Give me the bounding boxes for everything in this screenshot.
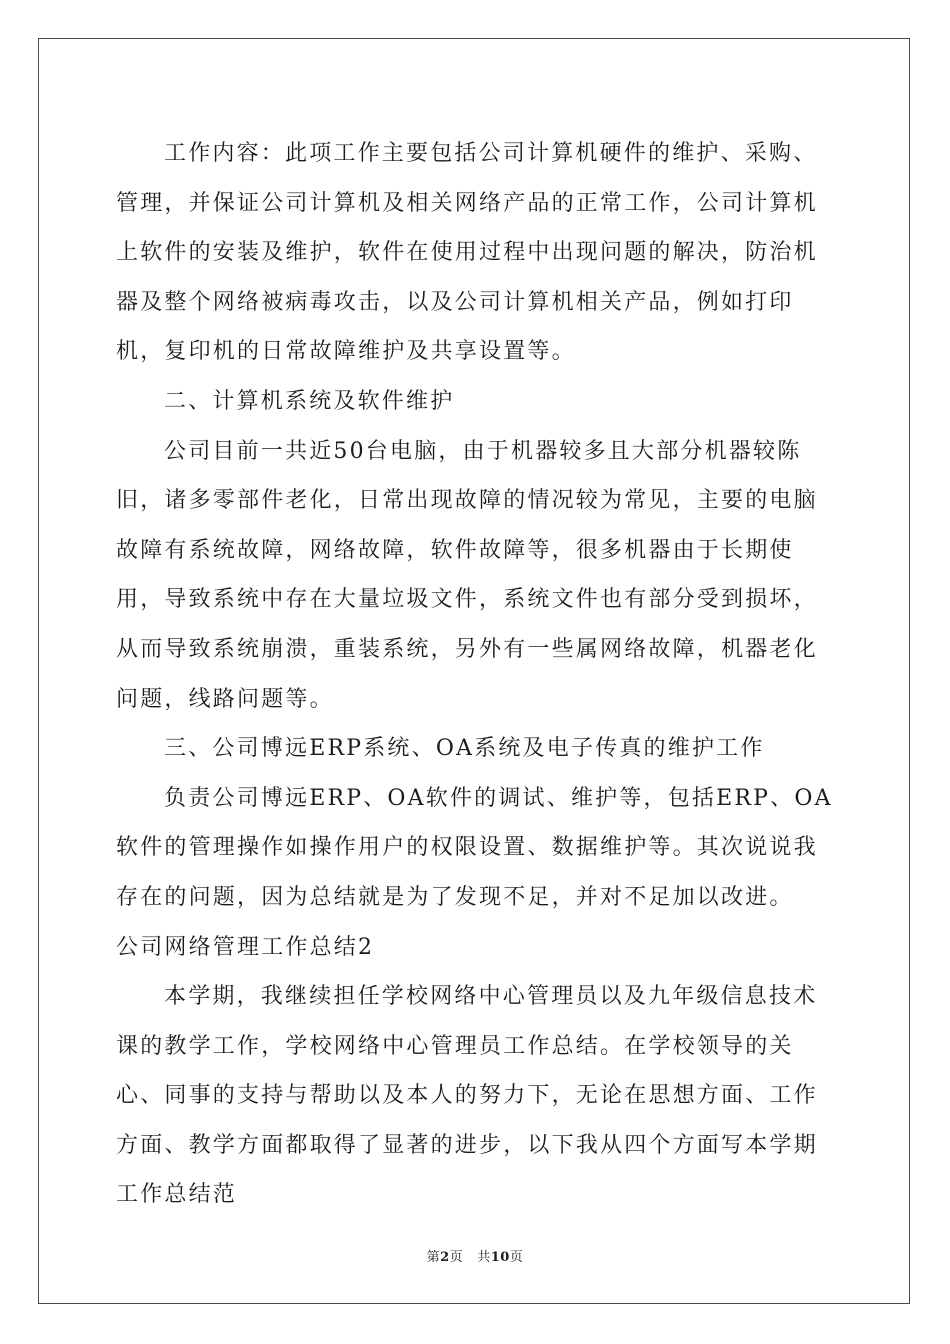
page-suffix: 页 [449, 1250, 464, 1265]
page-current-number: 2 [440, 1250, 450, 1265]
page-footer [0, 1246, 950, 1265]
total-prefix: 共 [477, 1250, 491, 1265]
heading-erp-oa-maintenance: 三、公司博远ERP系统、OA系统及电子传真的维护工作 [164, 736, 765, 762]
paragraph-computer-faults: 公司目前一共近50台电脑，由于机器较多且大部分机器较陈旧，诸多零部件老化，日常出现故障的情况较为常见，主要的电脑故障有系统故障，网络故障，软件故障等，很多机器由于长期使用，导致系统中存在大量垃圾文件，系统文件也有部分受到损坏，从而导致系统崩溃，重装系统，另外有一些属网络故障，机器老化问题，线路问题等。 [116, 438, 818, 712]
section-title-summary-2: 公司网络管理工作总结2 [116, 934, 375, 960]
total-suffix: 页 [509, 1250, 524, 1265]
page-total-number: 10 [490, 1250, 510, 1265]
paragraph-work-content: 工作内容：此项工作主要包括公司计算机硬件的维护、采购、管理，并保证公司计算机及相关网络产品的正常工作，公司计算机上软件的安装及维护，软件在使用过程中出现问题的解决，防治机器及整个网络被病毒攻击，以及公司计算机相关产品，例如打印机，复印机的日常故障维护及共享设置等。 [116, 141, 818, 365]
page-prefix: 第 [426, 1250, 441, 1265]
heading-system-software-maintenance: 二、计算机系统及软件维护 [164, 388, 455, 414]
document-body [116, 129, 836, 1220]
paragraph-erp-oa-duties: 负责公司博远ERP、OA软件的调试、维护等，包括ERP、OA软件的管理操作如操作用户的权限设置、数据维护等。其次说说我存在的问题，因为总结就是为了发现不足，并对不足加以改进。 [116, 785, 833, 910]
paragraph-semester-summary: 本学期，我继续担任学校网络中心管理员以及九年级信息技术课的教学工作，学校网络中心管理员工作总结。在学校领导的关心、同事的支持与帮助以及本人的努力下，无论在思想方面、工作方面、教学方面都取得了显著的进步，以下我从四个方面写本学期工作总结范 [116, 984, 818, 1208]
